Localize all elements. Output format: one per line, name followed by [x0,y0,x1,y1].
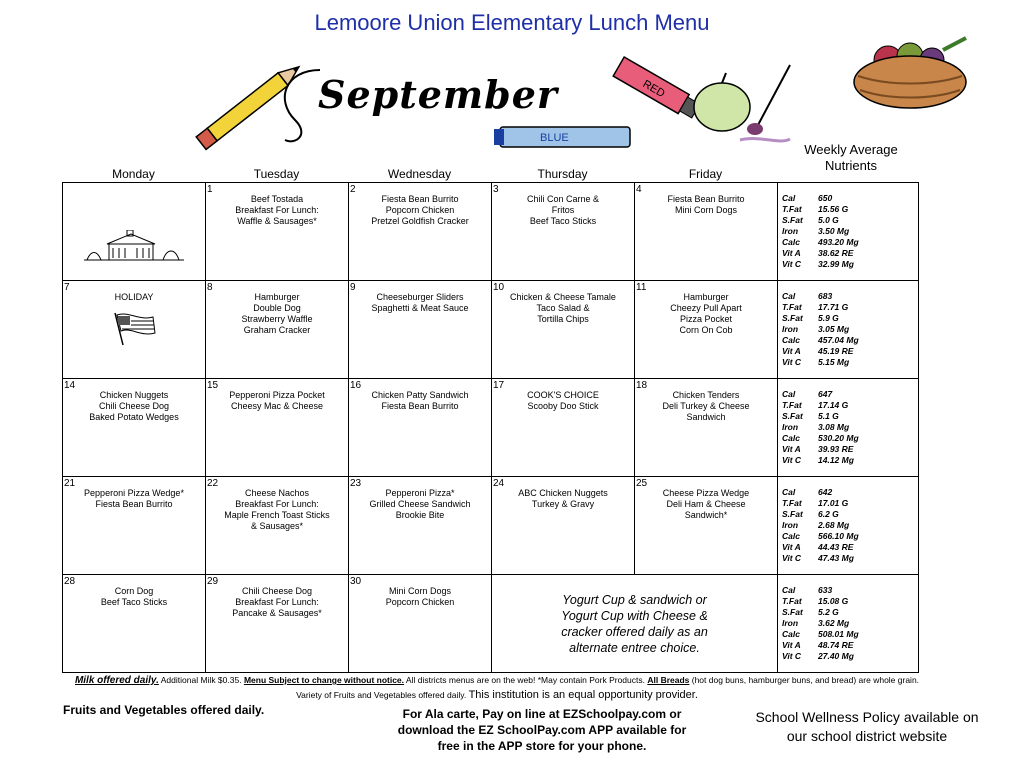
menu-items [206,183,348,227]
nutrient-row [782,335,918,346]
nutrient-value: 15.56 G [818,204,849,214]
nutrient-row [782,509,918,520]
nutrient-row [782,607,918,618]
day-cell [349,281,492,379]
day-cell [63,379,206,477]
nutrient-name: Iron [782,226,799,236]
menu-items [63,379,205,423]
nutrient-name: Cal [782,193,796,203]
menu-items [349,477,491,521]
menu-items [349,281,491,314]
nutrient-value: 39.93 RE [818,444,854,454]
nutrient-row [782,324,918,335]
day-cell [635,183,778,281]
nutrient-name: T.Fat [782,400,802,410]
nutrient-name: Vit A [782,248,801,258]
nutrient-name: Vit A [782,346,801,356]
nutrient-row [782,357,918,368]
day-header-wednesday: Wednesday [387,167,452,181]
day-cell [206,183,349,281]
menu-item: Breakfast For Lunch: [235,597,319,607]
vegetable-basket-icon [848,30,973,115]
date-number: 4 [636,184,642,195]
nutrient-name: S.Fat [782,509,803,519]
milk-note: Milk offered daily. [74,675,159,686]
week-row [63,477,919,575]
menu-item: Corn Dog [114,586,154,596]
menu-items [206,281,348,336]
menu-item: HOLIDAY [114,292,154,302]
weekly-nutrients-cell [778,477,919,575]
menu-item: Double Dog [253,303,301,313]
nutrient-value: 642 [818,487,833,497]
day-cell [206,477,349,575]
week-row [63,183,919,281]
day-cell [635,281,778,379]
menu-items [206,477,348,532]
menu-item: Pepperoni Pizza Wedge* [84,488,184,498]
date-number: 7 [64,282,70,293]
day-cell [492,281,635,379]
menu-items [349,379,491,412]
menu-item: Sandwich* [684,510,728,520]
menu-item: Pretzel Goldfish Cracker [371,216,469,226]
nutrient-list [778,575,918,662]
day-cell [63,477,206,575]
menu-item: Scooby Doo Stick [527,401,599,411]
menu-item: Hamburger [254,292,300,302]
menu-item: Chicken & Cheese Tamale [510,292,616,302]
menu-item: Brookie Bite [395,510,445,520]
menu-item: Beef Taco Sticks [529,216,597,226]
nutrient-name: Vit C [782,553,802,563]
nutrient-name: Iron [782,618,799,628]
menu-item: Corn On Cob [679,325,733,335]
menu-item: Maple French Toast Sticks [224,510,330,520]
date-number: 1 [207,184,213,195]
nutrient-row [782,629,918,640]
menu-item: Fiesta Bean Burrito [95,499,173,509]
nutrient-name: T.Fat [782,596,802,606]
nutrient-row [782,651,918,662]
date-number: 10 [493,282,505,293]
nutrient-row [782,487,918,498]
menu-item: & Sausages* [250,521,304,531]
menu-items [635,379,777,423]
nutrient-name: Cal [782,585,796,595]
equal-opportunity-note: This institution is an equal opportunity provider. [468,689,698,701]
marker-red-label: RED [640,78,667,101]
day-cell [349,183,492,281]
nutrient-value: 566.10 Mg [818,531,859,541]
nutrient-value: 17.01 G [818,498,849,508]
menu-item: Pepperoni Pizza* [385,488,455,498]
date-number: 29 [207,576,219,587]
date-number: 18 [636,380,648,391]
menu-item: Hamburger [683,292,729,302]
nutrient-row [782,542,918,553]
nutrient-value: 3.62 Mg [818,618,850,628]
menu-item: Fiesta Bean Burrito [381,194,459,204]
nutrient-name: Calc [782,531,800,541]
date-number: 8 [207,282,213,293]
nutrient-name: Calc [782,433,800,443]
nutrient-row [782,193,918,204]
nutrient-value: 45.19 RE [818,346,854,356]
nutrient-value: 32.99 Mg [818,259,854,269]
nutrient-name: Calc [782,629,800,639]
date-number: 3 [493,184,499,195]
menu-item: Tortilla Chips [537,314,589,324]
nutrient-value: 17.14 G [818,400,849,410]
menu-item: Deli Ham & Cheese [666,499,746,509]
nutrient-name: Vit C [782,651,802,661]
nutrient-list [778,379,918,466]
menu-item: Waffle & Sausages* [237,216,317,226]
date-number: 21 [64,478,76,489]
menu-calendar-grid [62,182,919,673]
day-cell [492,477,635,575]
date-number: 15 [207,380,219,391]
date-number: 23 [350,478,362,489]
menu-item: Pancake & Sausages* [232,608,322,618]
nutrient-value: 5.2 G [818,607,839,617]
nutrient-name: Vit C [782,259,802,269]
nutrients-header: Weekly Average Nutrients [804,142,898,173]
day-cell [206,281,349,379]
day-header-friday: Friday [688,167,723,181]
nutrient-name: S.Fat [782,607,803,617]
weekly-nutrients-cell [778,575,919,673]
menu-item: Fiesta Bean Burrito [667,194,745,204]
nutrient-value: 683 [818,291,833,301]
nutrient-value: 27.40 Mg [818,651,854,661]
date-number: 25 [636,478,648,489]
nutrient-value: 48.74 RE [818,640,854,650]
nutrient-row [782,346,918,357]
day-cell [349,477,492,575]
menu-item: Cheese Pizza Wedge [662,488,750,498]
menu-item: Strawberry Waffle [241,314,313,324]
day-header-thursday: Thursday [537,167,588,181]
nutrient-name: T.Fat [782,498,802,508]
menu-item: Deli Turkey & Cheese [662,401,750,411]
nutrient-row [782,302,918,313]
nutrient-value: 15.08 G [818,596,849,606]
nutrient-value: 530.20 Mg [818,433,859,443]
menu-item: Cheesy Mac & Cheese [230,401,324,411]
fruits-note: Fruits and Vegetables offered daily. [63,703,265,717]
nutrient-value: 650 [818,193,833,203]
day-header-tuesday: Tuesday [253,167,300,181]
day-cell [635,379,778,477]
day-cell [635,477,778,575]
nutrient-row [782,585,918,596]
menu-item: Graham Cracker [243,325,311,335]
nutrient-name: T.Fat [782,204,802,214]
nutrient-name: Vit C [782,455,802,465]
nutrient-value: 5.9 G [818,313,839,323]
menu-item: Taco Salad & [536,303,590,313]
nutrient-row [782,520,918,531]
menu-item: Chicken Patty Sandwich [371,390,469,400]
nutrient-name: Calc [782,237,800,247]
menu-items [63,281,205,303]
nutrient-name: Calc [782,335,800,345]
date-number: 9 [350,282,356,293]
menu-items [206,379,348,412]
menu-item: ABC Chicken Nuggets [518,488,608,498]
nutrient-value: 5.1 G [818,411,839,421]
subject-to-change-note: Menu Subject to change without notice. [243,675,405,685]
nutrient-value: 14.12 Mg [818,455,854,465]
nutrient-row [782,259,918,270]
nutrient-value: 38.62 RE [818,248,854,258]
week-row [63,281,919,379]
marker-apple-clipart [490,55,800,155]
menu-items [492,379,634,412]
nutrient-name: S.Fat [782,313,803,323]
menu-item: Chili Cheese Dog [241,586,313,596]
nutrient-value: 633 [818,585,833,595]
nutrient-row [782,422,918,433]
menu-item: Turkey & Gravy [531,499,595,509]
nutrient-row [782,215,918,226]
footer-notes: Milk offered daily. Additional Milk $0.35. Menu Subject to change without notice. All districts menus are on the web! *May contain Pork Products. All Breads (hot dog buns, hamburger buns, and bread) are whole grain. Variety of Fruits and Vegetables offered daily. This institution is an equal opportunity provider. [74,675,920,701]
menu-item: Breakfast For Lunch: [235,205,319,215]
menu-item: Chili Cheese Dog [98,401,170,411]
nutrient-name: Cal [782,487,796,497]
weekly-nutrients-cell [778,281,919,379]
nutrient-name: Iron [782,324,799,334]
nutrient-value: 3.05 Mg [818,324,850,334]
menu-items [349,575,491,608]
menu-item: Cheese Nachos [244,488,310,498]
nutrient-value: 6.2 G [818,509,839,519]
date-number: 14 [64,380,76,391]
menu-items [206,575,348,619]
menu-item: Breakfast For Lunch: [235,499,319,509]
menu-items [63,477,205,510]
nutrient-row [782,553,918,564]
menu-item: Cheezy Pull Apart [670,303,742,313]
nutrient-list [778,477,918,564]
nutrient-row [782,313,918,324]
menu-items [349,183,491,227]
menu-items [635,183,777,216]
nutrient-row [782,433,918,444]
menu-item: Mini Corn Dogs [388,586,452,596]
nutrient-name: S.Fat [782,411,803,421]
nutrient-value: 2.68 Mg [818,520,850,530]
menu-item: Mini Corn Dogs [674,205,738,215]
yogurt-note-cell [492,575,778,673]
nutrient-row [782,455,918,466]
flag-icon [109,309,159,347]
menu-items [63,575,205,608]
school-building-icon [79,230,189,270]
day-cell [63,575,206,673]
day-cell [206,575,349,673]
menu-item: Spaghetti & Meat Sauce [371,303,469,313]
nutrient-value: 3.50 Mg [818,226,850,236]
date-number: 22 [207,478,219,489]
nutrient-list [778,281,918,368]
nutrient-row [782,640,918,651]
menu-item: Pizza Pocket [679,314,733,324]
menu-item: Fritos [551,205,575,215]
nutrient-row [782,411,918,422]
day-cell [349,379,492,477]
date-number: 28 [64,576,76,587]
nutrient-name: Vit A [782,444,801,454]
nutrient-row [782,618,918,629]
date-number: 2 [350,184,356,195]
week-row [63,575,919,673]
nutrient-row [782,226,918,237]
marker-blue-label: BLUE [540,132,569,144]
menu-item: Chili Con Carne & [526,194,600,204]
payment-note: For Ala carte, Pay on line at EZSchoolpay.com or download the EZ SchoolPay.com APP available for free in the APP store for your phone. [397,707,687,753]
menu-items [635,281,777,336]
nutrient-value: 493.20 Mg [818,237,859,247]
nutrient-row [782,248,918,259]
nutrient-value: 457.04 Mg [818,335,859,345]
menu-item: Beef Taco Sticks [100,597,168,607]
nutrient-value: 647 [818,389,833,399]
menu-item: COOK'S CHOICE [527,390,599,400]
nutrient-name: Cal [782,291,796,301]
yogurt-note: Yogurt Cup & sandwich or Yogurt Cup with Cheese & cracker offered daily as an alternate entree choice. [561,593,708,655]
nutrient-name: Iron [782,520,799,530]
nutrient-row [782,444,918,455]
menu-items [492,477,634,510]
day-cell [349,575,492,673]
date-number: 17 [493,380,505,391]
date-number: 30 [350,576,362,587]
menu-item: Beef Tostada [250,194,304,204]
menu-item: Baked Potato Wedges [89,412,179,422]
menu-item: Popcorn Chicken [385,597,455,607]
menu-item: Chicken Tenders [672,390,740,400]
page-title: Lemoore Union Elementary Lunch Menu [314,10,710,35]
nutrient-name: S.Fat [782,215,803,225]
menu-item: Fiesta Bean Burrito [381,401,459,411]
day-cell [63,281,206,379]
nutrient-name: Vit A [782,640,801,650]
weekly-nutrients-cell [778,379,919,477]
nutrient-row [782,291,918,302]
menu-item: Grilled Cheese Sandwich [369,499,471,509]
nutrient-value: 3.08 Mg [818,422,850,432]
nutrient-row [782,389,918,400]
day-header-monday: Monday [112,167,155,181]
menu-item: Sandwich [686,412,726,422]
nutrient-row [782,400,918,411]
nutrient-value: 508.01 Mg [818,629,859,639]
nutrient-row [782,596,918,607]
nutrient-name: Iron [782,422,799,432]
nutrient-row [782,204,918,215]
breads-note: All Breads [647,675,690,685]
nutrient-name: T.Fat [782,302,802,312]
date-number: 11 [636,282,647,293]
nutrient-row [782,237,918,248]
day-cell [206,379,349,477]
day-cell [63,183,206,281]
menu-items [635,477,777,521]
month-heading: September [318,72,558,117]
nutrient-value: 17.71 G [818,302,849,312]
menu-items [63,183,205,194]
nutrient-value: 5.0 G [818,215,839,225]
wellness-policy-note: School Wellness Policy available on our school district website [755,709,979,744]
menu-items [492,281,634,325]
week-row [63,379,919,477]
menu-item: Popcorn Chicken [385,205,455,215]
menu-item: Pepperoni Pizza Pocket [229,390,325,400]
menu-items [492,183,634,227]
menu-item: Chicken Nuggets [99,390,169,400]
menu-item: Cheeseburger Sliders [376,292,464,302]
day-cell [492,379,635,477]
weekly-nutrients-cell [778,183,919,281]
nutrient-value: 47.43 Mg [818,553,854,563]
nutrient-name: Cal [782,389,796,399]
nutrient-value: 44.43 RE [818,542,854,552]
nutrient-value: 5.15 Mg [818,357,850,367]
date-number: 16 [350,380,362,391]
date-number: 24 [493,478,505,489]
nutrient-name: Vit C [782,357,802,367]
nutrient-row [782,498,918,509]
nutrient-name: Vit A [782,542,801,552]
day-cell [492,183,635,281]
nutrient-row [782,531,918,542]
nutrient-list [778,183,918,270]
